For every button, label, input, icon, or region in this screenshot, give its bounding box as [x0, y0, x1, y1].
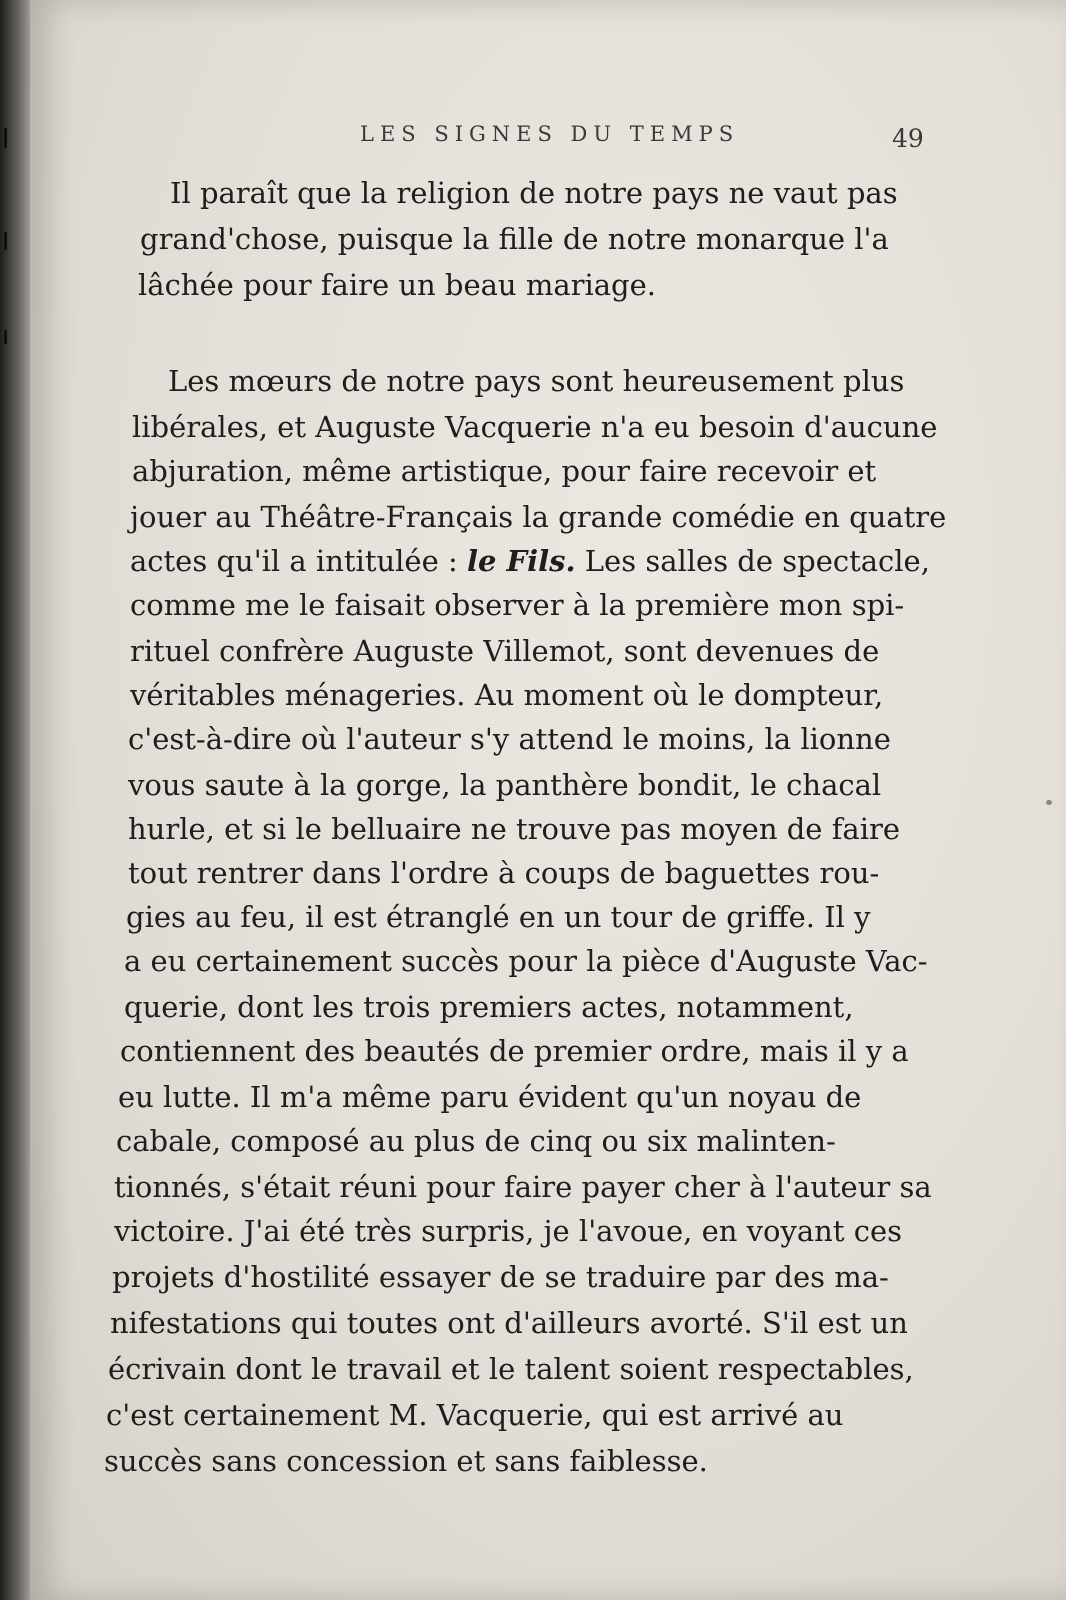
text-line: abjuration, même artistique, pour faire recevoir et	[132, 454, 877, 488]
text-segment: Les salles de spectacle,	[575, 544, 930, 578]
text-line: c'est certainement M. Vacquerie, qui est arrivé au	[106, 1398, 844, 1432]
text-line: Les mœurs de notre pays sont heureusement plus	[168, 364, 905, 398]
text-line: libérales, et Auguste Vacquerie n'a eu besoin d'aucune	[132, 410, 938, 444]
binding-mark	[4, 128, 7, 148]
text-line: tout rentrer dans l'ordre à coups de baguettes rou-	[128, 856, 880, 890]
paper-spot	[1046, 800, 1052, 805]
running-title: LES SIGNES DU TEMPS	[360, 122, 740, 146]
book-page	[30, 0, 1066, 1600]
text-line: hurle, et si le belluaire ne trouve pas moyen de faire	[128, 812, 901, 846]
text-line: écrivain dont le travail et le talent soient respectables,	[108, 1352, 914, 1386]
text-line: tionnés, s'était réuni pour faire payer cher à l'auteur sa	[114, 1170, 932, 1204]
play-title: le Fils.	[466, 544, 576, 578]
text-line: contiennent des beautés de premier ordre, mais il y a	[120, 1034, 909, 1068]
text-segment: actes qu'il a intitulée :	[130, 544, 467, 578]
text-line: lâchée pour faire un beau mariage.	[138, 268, 656, 302]
text-line: grand'chose, puisque la fille de notre monarque l'a	[140, 222, 889, 256]
text-line: Il paraît que la religion de notre pays ne vaut pas	[170, 176, 898, 210]
text-line: succès sans concession et sans faiblesse.	[104, 1444, 708, 1478]
text-line: gies au feu, il est étranglé en un tour de griffe. Il y	[126, 900, 871, 934]
text-line: eu lutte. Il m'a même paru évident qu'un noyau de	[118, 1080, 862, 1114]
text-line: c'est-à-dire où l'auteur s'y attend le moins, la lionne	[128, 722, 891, 756]
binding-mark	[4, 330, 7, 344]
text-line: jouer au Théâtre-Français la grande comédie en quatre	[130, 500, 947, 534]
text-line: véritables ménageries. Au moment où le dompteur,	[130, 678, 884, 712]
text-line: querie, dont les trois premiers actes, notamment,	[124, 990, 854, 1024]
text-line: comme me le faisait observer à la première mon spi-	[130, 588, 905, 622]
binding-mark	[4, 232, 7, 250]
text-line: vous saute à la gorge, la panthère bondit, le chacal	[128, 768, 882, 802]
text-line: a eu certainement succès pour la pièce d'Auguste Vac-	[124, 944, 928, 978]
text-line: projets d'hostilité essayer de se traduire par des ma-	[112, 1260, 889, 1294]
text-line: rituel confrère Auguste Villemot, sont devenues de	[130, 634, 880, 668]
text-line	[130, 544, 930, 578]
page-number: 49	[892, 124, 924, 153]
text-line: victoire. J'ai été très surpris, je l'avoue, en voyant ces	[114, 1214, 902, 1248]
text-line: cabale, composé au plus de cinq ou six malinten-	[116, 1124, 836, 1158]
text-line: nifestations qui toutes ont d'ailleurs avorté. S'il est un	[110, 1306, 908, 1340]
